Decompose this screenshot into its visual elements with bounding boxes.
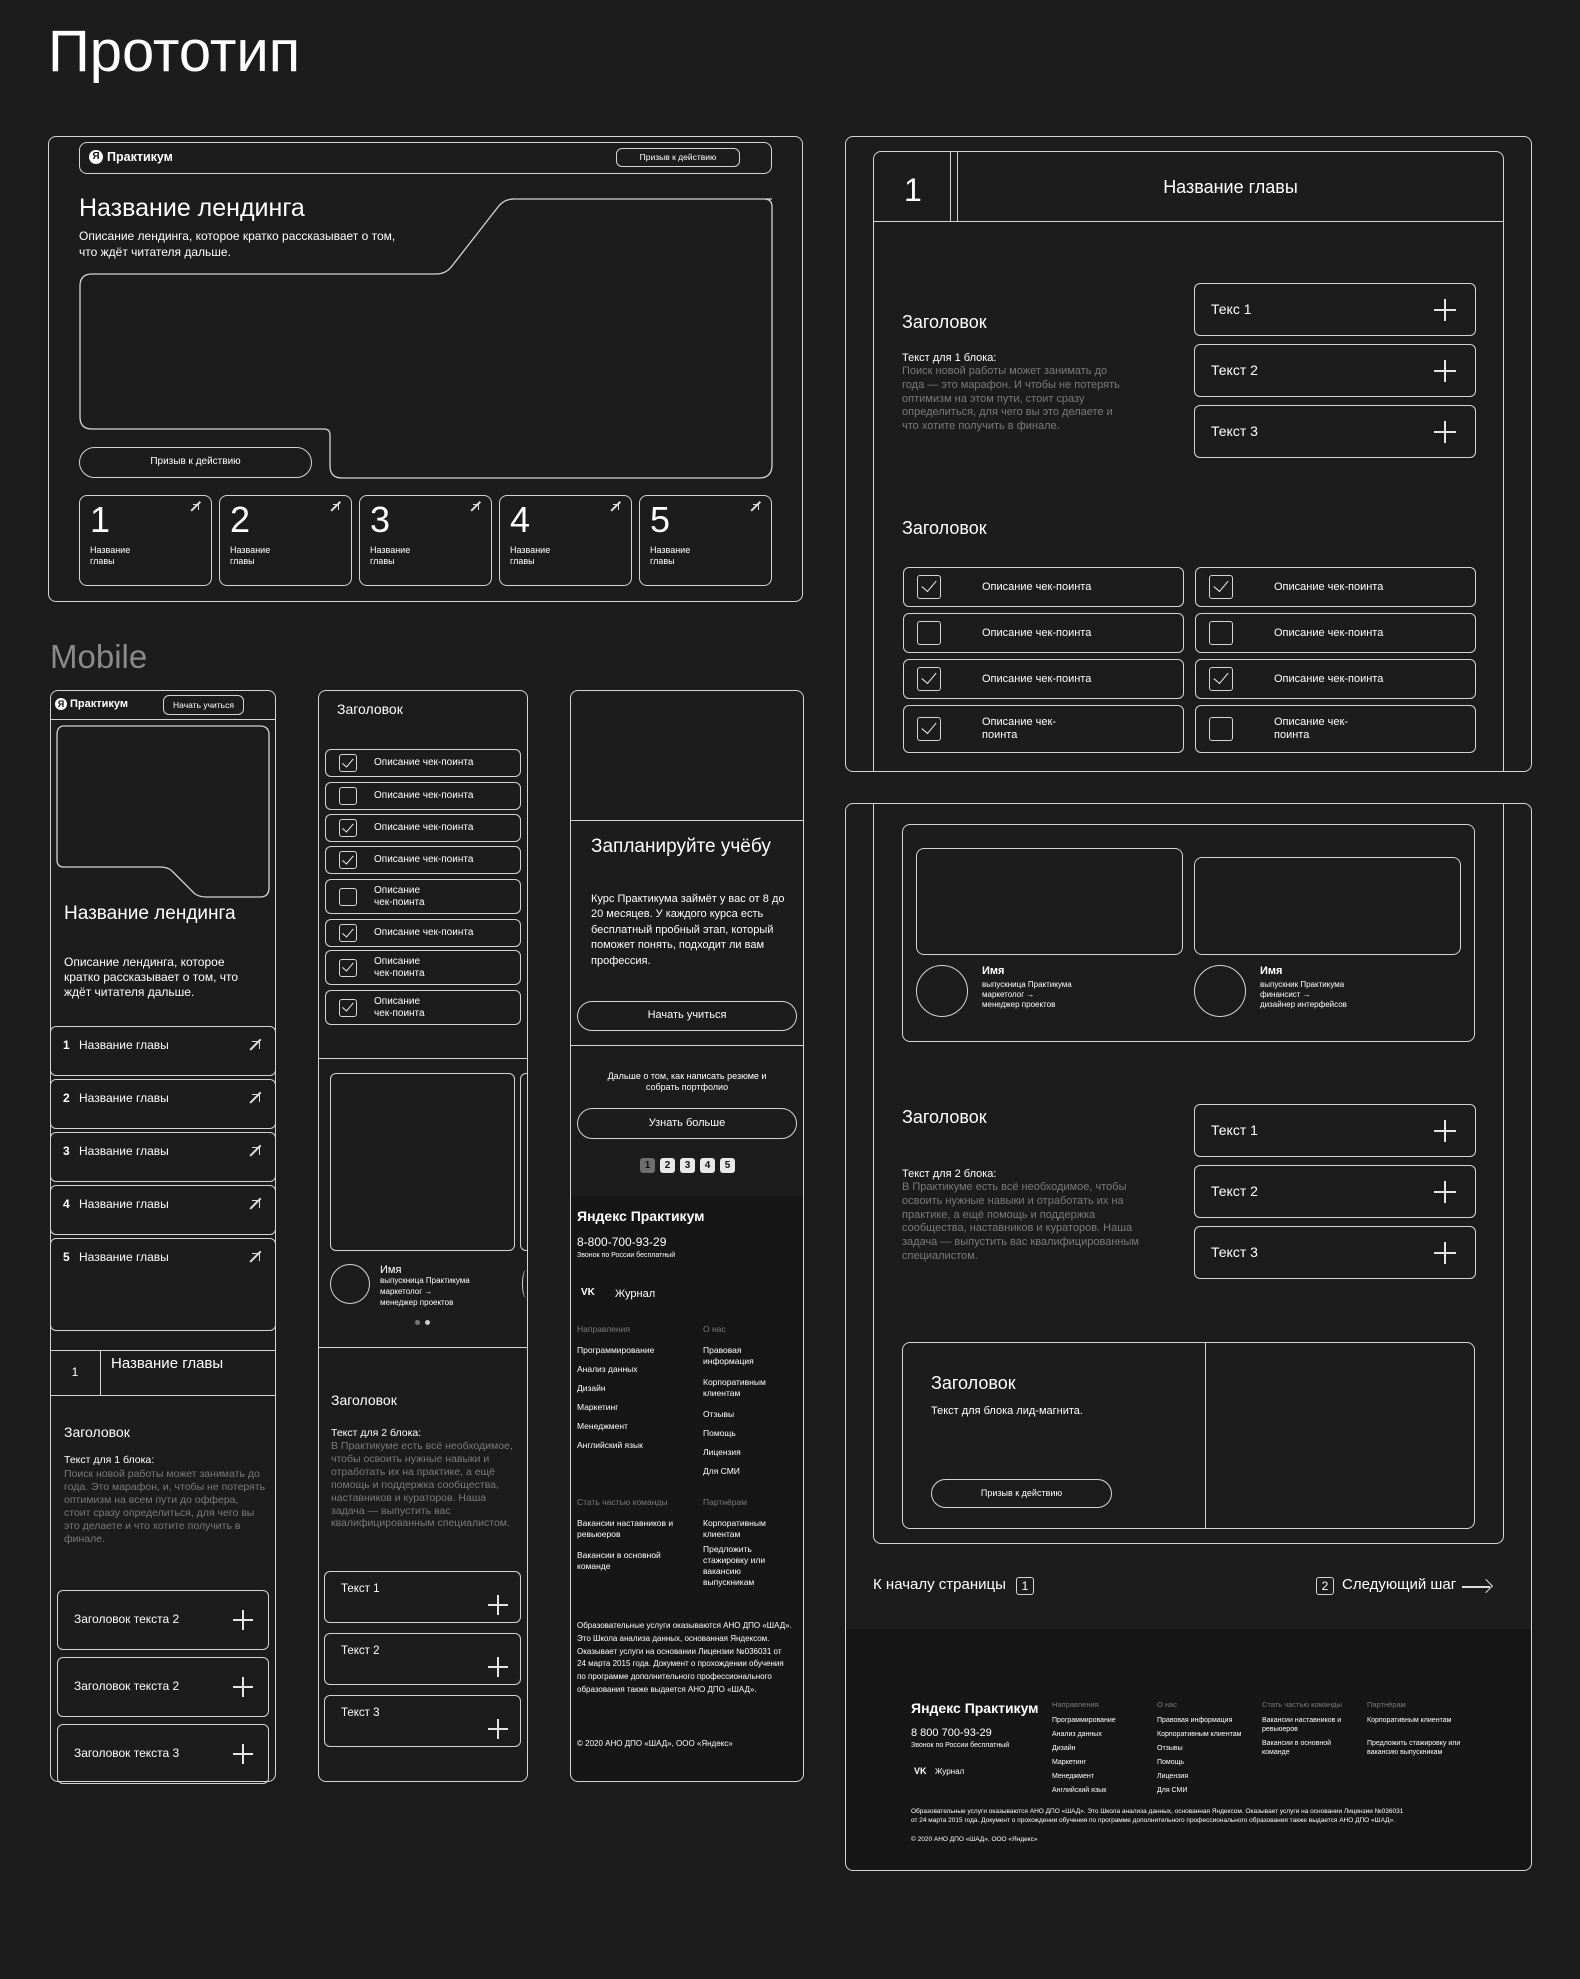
arrow-up-right-icon	[250, 1252, 261, 1263]
checkbox-checked-icon[interactable]	[339, 851, 357, 869]
chapter-name: Название главы	[79, 1144, 169, 1158]
footer-link[interactable]: Предложить стажировку или вакансию выпускникам	[703, 1544, 766, 1588]
more-text: Дальше о том, как написать резюме и собрать портфолио	[607, 1071, 767, 1093]
footer-column-title: О нас	[703, 1324, 726, 1334]
person-caption: выпускница Практикума	[380, 1276, 470, 1285]
chapter-number: 1	[71, 1365, 79, 1379]
footer-column-title: Партнёрам	[703, 1497, 747, 1507]
carousel-dot[interactable]	[425, 1320, 430, 1325]
accordion-label: Текст 1	[1211, 1122, 1258, 1139]
section-heading: Заголовок	[337, 701, 403, 717]
plus-icon[interactable]	[233, 1677, 253, 1697]
testimonial-image	[916, 848, 1183, 955]
arrow-up-right-icon	[191, 503, 200, 512]
footer-column-title: Стать частью команды	[1262, 1700, 1342, 1709]
plus-icon[interactable]	[1434, 1120, 1456, 1142]
checkpoint-label: Описание чек-поинта	[374, 927, 474, 939]
chapter-number: 2	[63, 1091, 70, 1105]
hero-cta-label: Призыв к действию	[150, 456, 241, 467]
avatar	[1194, 965, 1246, 1017]
next-num-badge: 2	[1316, 1577, 1334, 1595]
person-caption: менеджер проектов	[982, 1000, 1056, 1009]
page-title: Прототип	[48, 19, 301, 84]
learn-more-label: Узнать больше	[648, 1117, 726, 1129]
footer-journal-link[interactable]: Журнал	[935, 1767, 965, 1776]
footer-link[interactable]: Маркетинг	[577, 1402, 619, 1412]
chapter-title: Название главы	[1163, 177, 1298, 197]
chapter-name: Название главы	[230, 545, 271, 566]
section-heading: Заголовок	[331, 1392, 397, 1408]
footer-link[interactable]: Корпоративным клиентам	[703, 1377, 766, 1399]
checkpoint-label: Описание чек-поинта	[982, 626, 1092, 639]
plus-icon[interactable]	[1434, 421, 1456, 443]
checkbox-empty-icon[interactable]	[339, 888, 357, 906]
checkpoint-label: Описание чек-поинта	[1274, 716, 1348, 741]
footer-link[interactable]: Помощь	[703, 1428, 736, 1438]
person-name: Имя	[380, 1264, 402, 1276]
landing-title: Название лендинга	[79, 194, 305, 222]
footer-link[interactable]: Менеджмент	[1052, 1773, 1094, 1780]
footer-link[interactable]: Корпоративным клиентам	[1157, 1731, 1242, 1738]
accordion-label: Текст 1	[341, 1583, 380, 1595]
plus-icon[interactable]	[1434, 360, 1456, 382]
footer-journal-link[interactable]: Журнал	[615, 1288, 656, 1300]
footer-link[interactable]: Лицензия	[703, 1447, 741, 1457]
chapter-number: 1	[63, 1038, 70, 1052]
footer-link[interactable]: Дизайн	[1052, 1745, 1076, 1752]
checkbox-checked-icon[interactable]	[917, 667, 941, 691]
accordion-label: Текст 3	[1211, 423, 1258, 440]
header-cta-label: Призыв к действию	[639, 152, 717, 162]
footer-link[interactable]: Вакансии в основной команде	[577, 1550, 661, 1572]
testimonial-image	[1194, 857, 1461, 955]
footer-link[interactable]: Английский язык	[1052, 1787, 1107, 1794]
chapter-name: Название главы	[79, 1197, 169, 1211]
footer-link[interactable]: Английский язык	[577, 1440, 643, 1450]
checkpoint-label: Описание чек-поинта	[982, 580, 1092, 593]
footer-link[interactable]: Правовая информация	[1157, 1717, 1233, 1724]
arrow-up-right-icon	[250, 1146, 261, 1157]
footer-link[interactable]: Предложить стажировку или вакансию выпускникам	[1367, 1740, 1461, 1757]
person-caption: менеджер проектов	[380, 1298, 454, 1307]
checkpoint-label: Описание чек-поинта	[1274, 626, 1384, 639]
arrow-up-right-icon	[250, 1040, 261, 1051]
vk-icon[interactable]: VK	[581, 1287, 595, 1298]
arrow-up-right-icon	[751, 503, 760, 512]
avatar	[330, 1264, 370, 1304]
block-title: Текст для 2 блока:	[331, 1427, 422, 1439]
footer-link[interactable]: Для СМИ	[1157, 1787, 1188, 1794]
landing-description: Описание лендинга, которое кратко рассказывает о том, что ждёт читателя дальше.	[79, 229, 396, 259]
next-step-link[interactable]: Следующий шаг	[1342, 1576, 1457, 1593]
chapter-number: 5	[63, 1250, 70, 1264]
footer-link[interactable]: Отзывы	[703, 1409, 735, 1419]
landing-description: Описание лендинга, которое кратко рассказывает о том, что ждёт читателя дальше.	[64, 955, 239, 1000]
footer-column-title: О нас	[1157, 1700, 1177, 1709]
arrow-up-right-icon	[611, 503, 620, 512]
checkpoint-label: Описание чек-поинта	[374, 996, 425, 1019]
checkbox-checked-icon[interactable]	[339, 754, 357, 772]
plan-title: Запланируйте учёбу	[591, 836, 771, 857]
footer-column-title: Партнёрам	[1367, 1700, 1406, 1709]
arrow-up-right-icon	[471, 503, 480, 512]
pager-item[interactable]: 2	[660, 1158, 675, 1173]
footer-link[interactable]: Программирование	[1052, 1717, 1116, 1724]
checkpoint-label: Описание чек-поинта	[374, 790, 474, 802]
pager-item[interactable]: 5	[720, 1158, 735, 1173]
footer-link[interactable]: Дизайн	[577, 1383, 606, 1393]
block-title: Текст для 2 блока:	[902, 1168, 997, 1180]
plus-icon[interactable]	[1434, 1181, 1456, 1203]
accordion-label: Заголовок текста 2	[74, 1612, 180, 1627]
footer-legal: Образовательные услуги оказываются АНО ДПО «ШАД». Это Школа анализа данных, основанная Яндексом. Оказывает услуги на основании Лицензии №036031 от 24 марта 2015 года. Документ о прохождении обучения по программе дополнительного профессионального образования также выдается АНО ДПО «ШАД».	[577, 1621, 792, 1694]
block-text: В Практикуме есть всё необходимое, чтобы освоить нужные навыки и отработать их на практике, а ещё помощь и поддержка сообщества, наставников и кураторов. Наша задача — выпустить вас квалифицированным специалистом.	[902, 1181, 1139, 1262]
section-heading: Заголовок	[902, 1107, 987, 1127]
footer-legal: Образовательные услуги оказываются АНО ДПО «ШАД». Это Школа анализа данных, основанная Яндексом. Оказывает услуги на основании Лицензии №036031	[911, 1808, 1404, 1815]
person-caption: выпускница Практикума	[982, 980, 1072, 989]
footer-link[interactable]: Менеджмент	[577, 1421, 628, 1431]
arrow-up-right-icon	[331, 503, 340, 512]
pager-item[interactable]: 1	[640, 1158, 655, 1173]
avatar	[916, 965, 968, 1017]
start-learning-label: Начать учиться	[647, 1009, 727, 1021]
checkpoint-label: Описание чек-поинта	[1274, 672, 1384, 685]
footer-link[interactable]: Анализ данных	[1052, 1731, 1102, 1738]
footer-phone-note: Звонок по России бесплатный	[911, 1742, 1010, 1749]
footer-link[interactable]: Маркетинг	[1052, 1759, 1087, 1766]
footer-brand: Яндекс Практикум	[577, 1208, 705, 1224]
footer-phone[interactable]: 8 800 700-93-29	[911, 1727, 992, 1739]
footer-column-title: Направления	[1052, 1700, 1099, 1709]
block-text: В Практикуме есть всё необходимое, чтобы освоить нужные навыки и отработать их на практике, а ещё помощь и поддержка сообщества, наставников и кураторов. Наша задача — выпустить вас квалифицированным специалистом.	[331, 1440, 513, 1530]
plus-icon[interactable]	[488, 1719, 508, 1739]
footer-link[interactable]: Вакансии наставников и ревьюеров	[1262, 1717, 1342, 1734]
chapter-name: Название главы	[79, 1091, 169, 1105]
accordion-label: Заголовок текста 2	[74, 1679, 180, 1694]
person-caption: маркетолог →	[380, 1287, 433, 1296]
lead-cta-label: Призыв к действию	[980, 1488, 1063, 1498]
checkpoint-label: Описание чек-поинта	[982, 672, 1092, 685]
pager-item[interactable]: 4	[700, 1158, 715, 1173]
footer-link[interactable]: Отзывы	[1157, 1745, 1183, 1752]
back-num-badge: 1	[1016, 1577, 1034, 1595]
mobile-section-label: Mobile	[50, 638, 148, 675]
chapter-name: Название главы	[90, 545, 131, 566]
plus-icon[interactable]	[233, 1744, 253, 1764]
back-to-top-link[interactable]: К началу страницы	[873, 1576, 1006, 1593]
accordion-label: Текст 3	[1211, 1244, 1258, 1261]
checkpoint-label: Описание чек-поинта	[374, 885, 425, 908]
lead-heading: Заголовок	[931, 1373, 1016, 1393]
footer-brand: Яндекс Практикум	[911, 1700, 1039, 1716]
plus-icon[interactable]	[233, 1610, 253, 1630]
yandex-logo-icon: Я	[89, 150, 103, 164]
hero-image-placeholder	[56, 725, 271, 899]
accordion-label: Текст 2	[341, 1645, 380, 1657]
checkbox-checked-icon[interactable]	[1209, 667, 1233, 691]
checkbox-checked-icon[interactable]	[917, 575, 941, 599]
chapter-name: Название главы	[79, 1250, 169, 1264]
footer-copyright: © 2020 АНО ДПО «ШАД», ООО «Яндекс»	[911, 1836, 1038, 1843]
person-caption: финансист →	[1260, 990, 1311, 999]
block-title: Текст для 1 блока:	[902, 352, 997, 364]
checkbox-checked-icon[interactable]	[1209, 575, 1233, 599]
checkpoint-label: Описание чек-поинта	[374, 757, 474, 769]
section-heading: Заголовок	[902, 518, 987, 538]
footer-link[interactable]: Корпоративным клиентам	[703, 1518, 766, 1540]
footer-link[interactable]: Помощь	[1157, 1759, 1185, 1766]
checkpoint-label: Описание чек-поинта	[1274, 580, 1384, 593]
plus-icon[interactable]	[1434, 1242, 1456, 1264]
footer-phone-note: Звонок по России бесплатный	[577, 1252, 676, 1259]
checkbox-checked-icon[interactable]	[339, 924, 357, 942]
yandex-logo-icon: Я	[55, 698, 67, 710]
footer-phone[interactable]: 8-800-700-93-29	[577, 1235, 667, 1249]
accordion-label: Заголовок текста 3	[74, 1746, 180, 1761]
person-caption: маркетолог →	[982, 990, 1035, 999]
footer-link[interactable]: Правовая информация	[703, 1345, 754, 1367]
accordion-label: Текст 2	[1211, 362, 1258, 379]
section-heading: Заголовок	[902, 312, 987, 332]
person-name: Имя	[982, 965, 1005, 977]
footer-legal: от 24 марта 2015 года. Документ о прохождении обучения по программе дополнительного профессионального образования также выдается АНО ДПО «ШАД».	[911, 1817, 1395, 1824]
chapter-number: 3	[370, 499, 391, 540]
header-cta-label: Начать учиться	[173, 700, 234, 710]
checkbox-empty-icon[interactable]	[1209, 717, 1233, 741]
chapter-number: 1	[904, 172, 922, 208]
pager-item[interactable]: 3	[680, 1158, 695, 1173]
checkbox-empty-icon[interactable]	[339, 787, 357, 805]
checkpoint-label: Описание чек-поинта	[374, 822, 474, 834]
plus-icon[interactable]	[1434, 299, 1456, 321]
checkbox-empty-icon[interactable]	[917, 621, 941, 645]
vk-icon[interactable]: VK	[914, 1766, 927, 1776]
footer-link[interactable]: Программирование	[577, 1345, 655, 1355]
block-title: Текст для 1 блока:	[64, 1454, 155, 1466]
landing-title: Название лендинга	[64, 903, 236, 924]
hero-image-placeholder	[78, 195, 774, 480]
carousel-dot[interactable]	[415, 1320, 420, 1325]
chapter-name: Название главы	[510, 545, 551, 566]
accordion-label: Текст 2	[1211, 1183, 1258, 1200]
checkbox-checked-icon[interactable]	[917, 717, 941, 741]
person-name: Имя	[1260, 965, 1283, 977]
chapter-name: Название главы	[370, 545, 411, 566]
footer-link[interactable]: Анализ данных	[577, 1364, 638, 1374]
chapter-number: 4	[63, 1197, 70, 1211]
arrow-up-right-icon	[250, 1093, 261, 1104]
checkbox-checked-icon[interactable]	[339, 959, 357, 977]
footer-column-title: Направления	[577, 1324, 630, 1334]
testimonial-image	[330, 1073, 515, 1251]
plus-icon[interactable]	[488, 1657, 508, 1677]
chapter-title: Название главы	[111, 1355, 224, 1372]
footer-link[interactable]: Корпоративным клиентам	[1367, 1717, 1452, 1724]
checkbox-checked-icon[interactable]	[339, 999, 357, 1017]
chapter-number: 3	[63, 1144, 70, 1158]
person-caption: дизайнер интерфейсов	[1260, 1000, 1347, 1009]
accordion-label: Текст 3	[341, 1707, 380, 1719]
section-heading: Заголовок	[64, 1424, 130, 1440]
checkpoint-label: Описание чек-поинта	[374, 854, 474, 866]
footer-link[interactable]: Вакансии в основной команде	[1262, 1740, 1332, 1757]
footer-copyright: © 2020 АНО ДПО «ШАД», ООО «Яндекс»	[577, 1739, 733, 1748]
chapter-number: 2	[230, 499, 251, 540]
accordion-label: Текс 1	[1211, 301, 1252, 318]
checkpoint-label: Описание чек-поинта	[982, 716, 1056, 741]
plan-text: Курс Практикума займёт у вас от 8 до 20 месяцев. У каждого курса есть бесплатный пробный этап, который поможет понять, подходит ли вам профессия.	[591, 893, 785, 967]
plus-icon[interactable]	[488, 1595, 508, 1615]
checkpoint-label: Описание чек-поинта	[374, 956, 425, 979]
chapter-number: 4	[510, 499, 531, 540]
footer-link[interactable]: Для СМИ	[703, 1466, 740, 1476]
footer-column-title: Стать частью команды	[577, 1497, 668, 1507]
block-text: Поиск новой работы может занимать до года. Это марафон, и, чтобы не потерять оптимизм на всем пути до оффера, стоит сразу определиться, для чего вы это делаете и что хотите получить в финале.	[64, 1468, 266, 1545]
block-text: Поиск новой работы может занимать до года — это марафон. И чтобы не потерять оптимизм на этом пути, стоит сразу определиться, для чего вы это делаете и что хотите получить в финале.	[902, 365, 1120, 432]
checkbox-checked-icon[interactable]	[339, 819, 357, 837]
brand-name: Практикум	[107, 150, 173, 164]
chapter-number: 1	[90, 499, 111, 540]
footer-link[interactable]: Вакансии наставников и ревьюеров	[577, 1518, 674, 1540]
chapter-number: 5	[650, 499, 671, 540]
person-caption: выпускник Практикума	[1260, 980, 1345, 989]
chapter-name: Название главы	[650, 545, 691, 566]
footer-link[interactable]: Лицензия	[1157, 1773, 1189, 1780]
brand-name: Практикум	[70, 698, 129, 710]
checkbox-empty-icon[interactable]	[1209, 621, 1233, 645]
arrow-up-right-icon	[250, 1199, 261, 1210]
lead-text: Текст для блока лид-магнита.	[931, 1405, 1083, 1417]
chapter-name: Название главы	[79, 1038, 169, 1052]
